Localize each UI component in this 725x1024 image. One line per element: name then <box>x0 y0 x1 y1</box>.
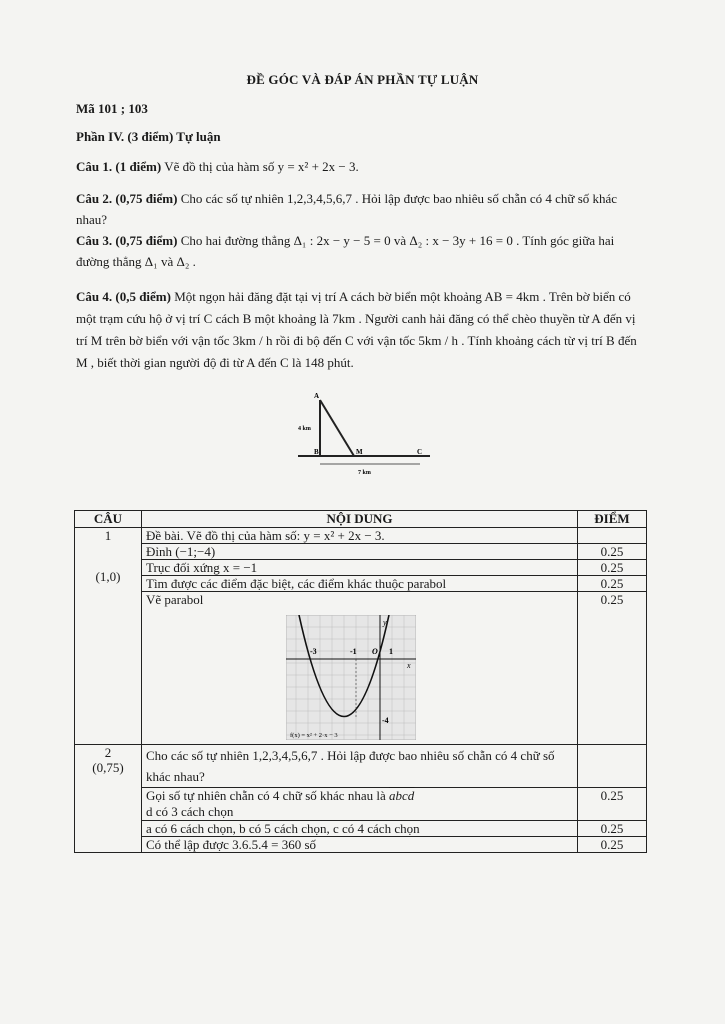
q2-row-3-points: 0.25 <box>578 837 647 853</box>
question-1 <box>76 156 648 177</box>
q1-row-3-points: 0.25 <box>578 576 647 592</box>
parabol-graph <box>286 615 416 740</box>
table-row <box>75 528 647 544</box>
q2-row-2-points: 0.25 <box>578 821 647 837</box>
q2-number-cell <box>75 745 142 853</box>
header-noi-dung: NỘI DUNG <box>142 511 578 528</box>
q2-header-points <box>578 745 647 788</box>
question-3-label: Câu 3. (0,75 điểm) <box>76 233 178 248</box>
lighthouse-figure <box>290 388 440 478</box>
table-row <box>75 560 647 576</box>
q2-score: (0,75) <box>92 760 124 775</box>
q1-number-cell <box>75 528 142 745</box>
q1-row-0-points <box>578 528 647 544</box>
q2-row-3-content: Có thể lập được 3.6.5.4 = 360 số <box>142 837 578 853</box>
header-diem: ĐIỂM <box>578 511 647 528</box>
q2-row-1-line2: d có 3 cách chọn <box>146 804 234 819</box>
table-row <box>75 592 647 745</box>
question-1-label: Câu 1. (1 điểm) <box>76 159 162 174</box>
question-2-text: Cho các số tự nhiên 1,2,3,4,5,6,7 . Hỏi lập được bao nhiêu số chẵn có 4 chữ số khác nhau? <box>76 191 618 227</box>
q2-row-1-var: abcd <box>388 788 415 803</box>
q1-row-4-points: 0.25 <box>578 592 647 745</box>
tick-m4: -4 <box>382 716 389 725</box>
function-label: f(x) = x² + 2·x − 3 <box>290 732 338 739</box>
question-4 <box>76 286 648 374</box>
label-b: B <box>314 448 319 456</box>
q2-row-1-content <box>142 788 578 821</box>
table-row <box>75 837 647 853</box>
q2-header-content: Cho các số tự nhiên 1,2,3,4,5,6,7 . Hỏi lập được bao nhiêu số chẵn có 4 chữ số khác nhau? <box>142 745 578 788</box>
table-row <box>75 576 647 592</box>
y-label: y <box>383 618 387 627</box>
page-title: ĐỀ GÓC VÀ ĐÁP ÁN PHẦN TỰ LUẬN <box>246 72 479 87</box>
q1-row-1-content: Đỉnh (−1;−4) <box>142 544 578 560</box>
segment-am <box>320 400 354 456</box>
label-a: A <box>314 392 320 400</box>
q2-row-2-content: a có 6 cách chọn, b có 5 cách chọn, c có 4 cách chọn <box>142 821 578 837</box>
question-2-label: Câu 2. (0,75 điểm) <box>76 191 178 206</box>
table-row <box>75 788 647 821</box>
tick-m1: -1 <box>350 647 357 656</box>
part-heading: Phần IV. (3 điểm) Tự luận <box>76 129 221 144</box>
question-3 <box>76 230 648 272</box>
q2-row-1-text: Gọi số tự nhiên chẵn có 4 chữ số khác nhau là <box>146 788 386 803</box>
tick-m3: -3 <box>310 647 317 656</box>
q1-row-1-points: 0.25 <box>578 544 647 560</box>
q2-number: 2 <box>104 745 112 760</box>
answer-table <box>74 510 647 853</box>
table-row <box>75 544 647 560</box>
q1-row-2-points: 0.25 <box>578 560 647 576</box>
label-c: C <box>417 448 423 456</box>
question-2 <box>76 188 648 230</box>
question-4-label: Câu 4. (0,5 điểm) <box>76 289 171 304</box>
question-3-text: Cho hai đường thẳng Δ₁ : 2x − y − 5 = 0 và Δ₂ : x − 3y + 16 = 0 . Tính góc giữa hai đường thẳng Δ₁ và Δ₂ . <box>76 233 615 269</box>
q1-row-0-content: Đề bài. Vẽ đồ thị của hàm số: y = x² + 2x − 3. <box>142 528 578 544</box>
q1-row-4-text: Vẽ parabol <box>146 592 204 607</box>
tick-1: 1 <box>389 647 393 656</box>
header-cau: CÂU <box>75 511 142 528</box>
q1-number: 1 <box>104 528 112 543</box>
x-label: x <box>407 661 411 670</box>
table-row <box>75 821 647 837</box>
question-1-text: Vẽ đồ thị của hàm số y = x² + 2x − 3. <box>164 159 359 174</box>
table-header-row <box>75 511 647 528</box>
q1-row-3-content: Tìm được các điểm đặc biệt, các điểm khác thuộc parabol <box>142 576 578 592</box>
q1-row-2-content: Trục đối xứng x = −1 <box>142 560 578 576</box>
label-m: M <box>356 448 363 456</box>
q1-score: (1,0) <box>95 569 121 584</box>
label-ab: 4 km <box>298 426 311 432</box>
exam-code: Mã 101 ; 103 <box>76 101 148 116</box>
origin-label: O <box>372 647 378 656</box>
q1-row-4-content <box>142 592 578 745</box>
table-row <box>75 745 647 788</box>
label-bc: 7 km <box>358 470 371 476</box>
graph-background <box>286 615 416 740</box>
q2-row-1-points: 0.25 <box>578 788 647 821</box>
question-4-text: Một ngọn hải đăng đặt tại vị trí A cách bờ biển một khoảng AB = 4km . Trên bờ biển có một trạm cứu hộ ở vị trí C cách B một khoảng là 7km . Người canh hải đăng có thể chèo thuyền từ A đến vị trí M trên bờ biển với vận tốc 3km / h rồi đi bộ đến C với vận tốc 5km / h . Tính khoảng cách từ vị trí B đến M , biết thời gian người độ đi từ A đến C là 148 phút. <box>76 289 637 370</box>
